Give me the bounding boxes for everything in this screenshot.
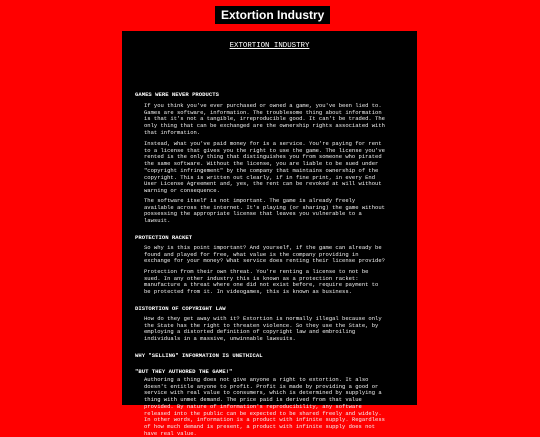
section-paragraph: Instead, what you've paid money for is a service. You're paying for rent to a license that gives you the right to use the game. The license you've rented is the only thing that distinguishes you from someone who pirated the same software. Without the license, you are liable to be sued under "copyright infringement" by the company that maintains ownership of the copyright. This is written out clearly, if in fine print, in every End User License Agreement and, yes, the rent can be revoked at will without warning or consequence. [144, 140, 385, 194]
document-panel [122, 31, 417, 437]
section-paragraph: The software itself is not important. The game is already freely available across the internet. It's playing (or sharing) the game without possessing the appropriate license that leaves you vulnerable to a lawsuit. [144, 197, 385, 225]
page-title: Extortion Industry [215, 6, 330, 24]
section-paragraph: If you think you've ever purchased or owned a game, you've been lied to. Games are software, information. The troublesome thing about information is that it's not a tangible, irreproducible good. It can't be traded. The only thing that can be exchanged are the ownership rights associated with that information. [144, 102, 385, 136]
section-heading-but-they-authored-the-game: "BUT THEY AUTHORED THE GAME!" [135, 368, 233, 375]
section-heading-games-were-never-products: GAMES WERE NEVER PRODUCTS [135, 91, 219, 98]
section-heading-protection-racket: PROTECTION RACKET [135, 234, 193, 241]
section-heading-distortion-of-copyright-law: DISTORTION OF COPYRIGHT LAW [135, 305, 226, 312]
section-paragraph: Protection from their own threat. You're renting a license to not be sued. In any other industry this is known as a protection racket: manufacture a threat where one did not exist before, require payment to be protected from it. In videogames, this is known as business. [144, 268, 379, 296]
section-paragraph: How do they get away with it? Extortion is normally illegal because only the State has the right to threaten violence. So they use the State, by employing a distorted definition of copyright law and embroiling individuals in a massive, unwinnable lawsuits. [144, 315, 382, 343]
document-title: EXTORTION INDUSTRY [229, 42, 310, 50]
section-paragraph: Authoring a thing does not give anyone a right to extortion. It also doesn't entitle anyone to profit. Profit is made by providing a good or service with real value to consumers, which is determined by supplying a thing with unmet demand. The price paid is derived from that value provided. By nature of information's reproducibility, any software released into the public can be expected to be shared freely and widely. In other words, information is a product with infinite supply. Regardless of how much demand is present, a product with infinite supply does not have real value. [144, 376, 385, 437]
section-paragraph: So why is this point important? And yourself, if the game can already be found and played for free, what value is the company providing in exchange for your money? What service does renting their license provide? [144, 244, 385, 265]
section-heading-why-selling-information-is-unethical: WHY "SELLING" INFORMATION IS UNETHICAL [135, 352, 263, 359]
